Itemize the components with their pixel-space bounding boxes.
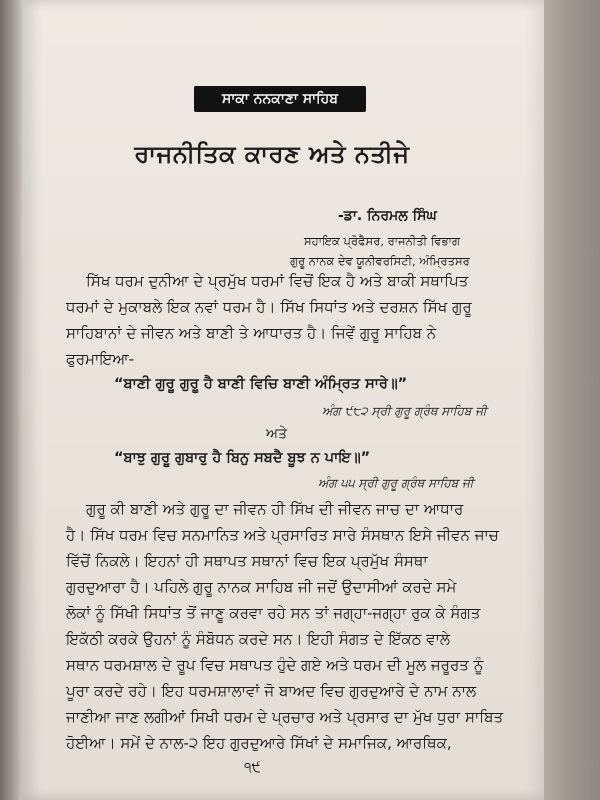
body-text-line: ਸਥਾਨ ਧਰਮਸ਼ਾਲ ਦੇ ਰੂਪ ਵਿਚ ਸਥਾਪਤ ਹੁੰਦੇ ਗਏ ਅਤੇ ਧਰਮ ਦੀ ਮੂਲ ਜਰੂਰਤ ਨੂੰ [66,656,484,674]
body-text-line: ਧਰਮਾਂ ਦੇ ਮੁਕਾਬਲੇ ਇਕ ਨਵਾਂ ਧਰਮ ਹੈ। ਸਿੱਖ ਸਿਧਾਂਤ ਅਤੇ ਦਰਸ਼ਨ ਸਿੱਖ ਗੁਰੂ [66,298,472,316]
scripture-citation: ਅੰਗ ੯੮੨ ਸ੍ਰੀ ਗੁਰੂ ਗ੍ਰੰਥ ਸਾਹਿਬ ਜੀ [322,404,487,418]
body-text-line: ਲੋਕਾਂ ਨੂੰ ਸਿੱਖੀ ਸਿਧਾਂਤ ਤੋਂ ਜਾਣੂ ਕਰਵਾ ਰਹੇ ਸਨ ਤਾਂ ਜਗ੍ਹਾ-ਜਗ੍ਹਾ ਰੁਕ ਕੇ ਸੰਗਤ [66,604,481,622]
body-text-line: ਗੁਰੂ ਕੀ ਬਾਣੀ ਅਤੇ ਗੁਰੂ ਦਾ ਜੀਵਨ ਹੀ ਸਿੱਖ ਦੀ ਜੀਵਨ ਜਾਚ ਦਾ ਆਧਾਰ [86,500,464,518]
page-number: ੧੯ [244,760,261,776]
running-header-label: ਸਾਕਾ ਨਨਕਾਣਾ ਸਾਹਿਬ [222,91,338,107]
body-text-line: ਫੁਰਮਾਇਆ- [66,350,135,368]
body-text-line: ਗੁਰਦੁਆਰਾ ਹੈ। ਪਹਿਲੇ ਗੁਰੂ ਨਾਨਕ ਸਾਹਿਬ ਜੀ ਜਦੋਂ ਉਦਾਸੀਆਂ ਕਰਦੇ ਸਮੇ [66,578,457,596]
body-text-line: ਹੋਈਆ। ਸਮੇਂ ਦੇ ਨਾਲ-੨ ਇਹ ਗੁਰਦੁਆਰੇ ਸਿੱਖਾਂ ਦੇ ਸਮਾਜਿਕ, ਆਰਥਿਕ, [66,734,452,752]
article-title: ਰਾਜਨੀਤਿਕ ਕਾਰਣ ਅਤੇ ਨਤੀਜੇ [134,140,410,168]
body-text-line: ਹੈ। ਸਿੱਖ ਧਰਮ ਵਿਚ ਸਨਮਾਨਿਤ ਅਤੇ ਪ੍ਰਸਾਰਿਤ ਸਾਰੇ ਸੰਸਥਾਨ ਇਸੇ ਜੀਵਨ ਜਾਚ [66,526,499,544]
body-text-line: ਸਿੱਖ ਧਰਮ ਦੁਨੀਆ ਦੇ ਪ੍ਰਮੁੱਖ ਧਰਮਾਂ ਵਿਚੋਂ ਇਕ ਹੈ ਅਤੇ ਬਾਕੀ ਸਥਾਪਿਤ [86,272,469,290]
body-text-line: ਵਿੱਚੋਂ ਨਿਕਲੇ। ਇਹਨਾਂ ਹੀ ਸਥਾਪਤ ਸਥਾਨਾਂ ਵਿਚ ਇਕ ਪ੍ਰਮੁੱਖ ਸੰਸਥਾ [66,552,428,570]
body-text-line: ਸਾਹਿਬਾਨਾਂ ਦੇ ਜੀਵਨ ਅਤੇ ਬਾਣੀ ਤੇ ਆਧਾਰਤ ਹੈ। ਜਿਵੇਂ ਗੁਰੂ ਸਾਹਿਬ ਨੇ [66,324,437,342]
book-page [22,0,544,800]
connector-text: ਅਤੇ [266,426,287,442]
background-surface [540,0,600,800]
scripture-citation: ਅੰਗ ੫੫ ਸ੍ਰੀ ਗੁਰੂ ਗ੍ਰੰਥ ਸਾਹਿਬ ਜੀ [318,476,474,490]
author-name: -ਡਾ. ਨਿਰਮਲ ਸਿੰਘ [338,208,437,224]
body-text-line: ਜਾਣੀਆ ਜਾਣ ਲਗੀਆਂ ਸਿਖੀ ਧਰਮ ਦੇ ਪ੍ਰਚਾਰ ਅਤੇ ਪ੍ਰਸਾਰ ਦਾ ਮੁੱਖ ਧੁਰਾ ਸਾਬਿਤ [66,708,504,726]
body-text-line: ਇਕੱਠੀ ਕਰਕੇ ਉਹਨਾਂ ਨੂੰ ਸੰਬੋਧਨ ਕਰਦੇ ਸਨ। ਇਹੀ ਸੰਗਤ ਦੇ ਇੱਕਠ ਵਾਲੇ [66,630,451,648]
running-header [194,86,366,112]
body-text-line: ਪੂਰਾ ਕਰਦੇ ਰਹੇ। ਇਹ ਧਰਮਸ਼ਾਲਾਵਾਂ ਜੋ ਬਾਅਦ ਵਿਚ ਗੁਰਦੁਆਰੇ ਦੇ ਨਾਮ ਨਾਲ [66,682,477,700]
author-affiliation-line: ਸਹਾਇਕ ਪ੍ਰੋਫੈਸਰ, ਰਾਜਨੀਤੀ ਵਿਭਾਗ [304,234,460,248]
scripture-quote: “ਬਾਝੁ ਗੁਰੂ ਗੁਬਾਰੁ ਹੈ ਬਿਨੁ ਸਬਦੈ ਬੂਝ ਨ ਪਾਇ॥” [114,450,371,466]
book-gutter [0,0,22,800]
scripture-quote: “ਬਾਣੀ ਗੁਰੂ ਗੁਰੂ ਹੈ ਬਾਣੀ ਵਿਚਿ ਬਾਣੀ ਅੰਮ੍ਰਿਤ ਸਾਰੇ॥” [114,376,408,392]
author-affiliation-line: ਗੁਰੂ ਨਾਨਕ ਦੇਵ ਯੂਨੀਵਰਸਿਟੀ, ਅੰਮ੍ਰਿਤਸਰ [290,254,470,268]
